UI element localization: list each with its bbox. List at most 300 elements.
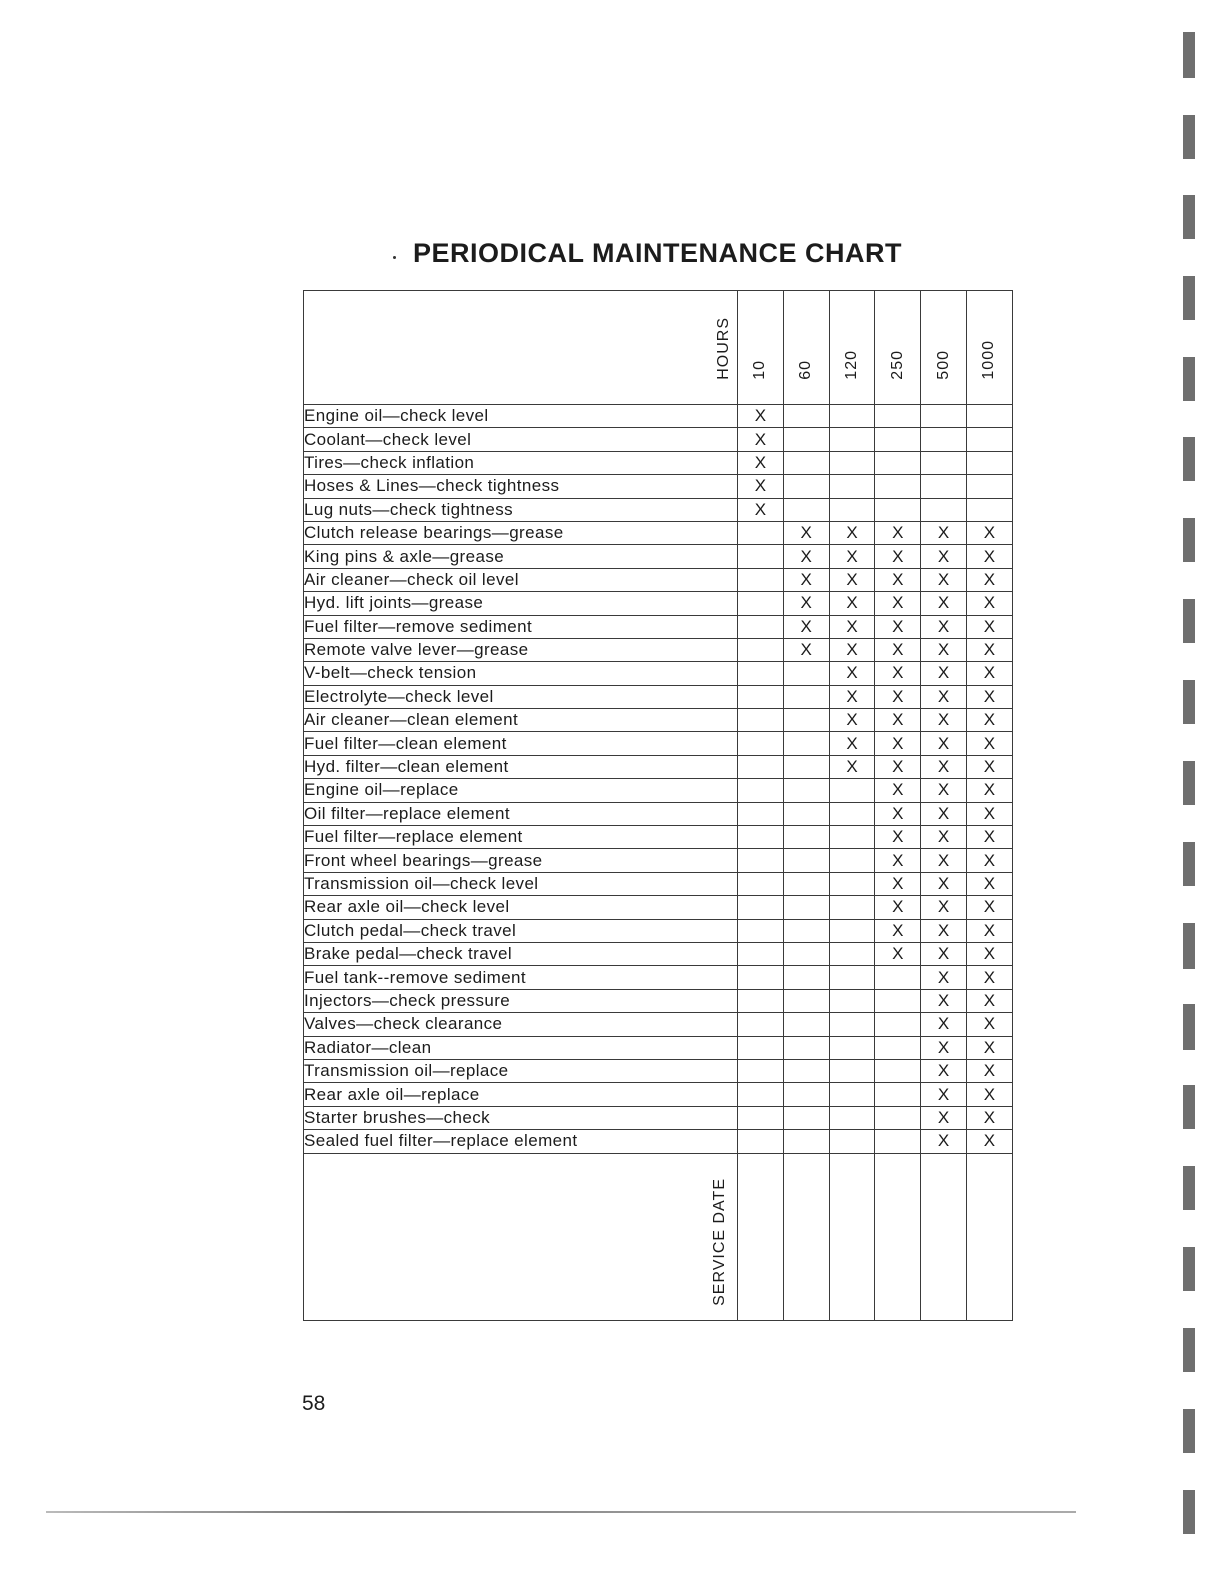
interval-mark: X xyxy=(921,1083,967,1106)
interval-mark: X xyxy=(966,615,1012,638)
hours-header-cell xyxy=(304,291,738,405)
empty-interval-cell xyxy=(875,451,921,474)
table-row xyxy=(304,779,1013,802)
interval-mark: X xyxy=(875,709,921,732)
interval-label: 250 xyxy=(888,350,906,380)
scan-edge-mark xyxy=(1183,923,1195,969)
task-name: Radiator—clean xyxy=(304,1036,738,1059)
empty-interval-cell xyxy=(875,1083,921,1106)
scan-edge-mark xyxy=(1183,680,1195,724)
empty-interval-cell xyxy=(875,475,921,498)
task-name: Front wheel bearings—grease xyxy=(304,849,738,872)
interval-mark: X xyxy=(829,662,875,685)
empty-interval-cell xyxy=(921,475,967,498)
table-row xyxy=(304,405,1013,428)
interval-mark: X xyxy=(875,662,921,685)
scan-edge-mark xyxy=(1183,195,1195,239)
empty-interval-cell xyxy=(875,1130,921,1153)
interval-mark: X xyxy=(738,451,784,474)
scan-edge-mark xyxy=(1183,32,1195,78)
interval-mark: X xyxy=(875,942,921,965)
interval-mark: X xyxy=(921,849,967,872)
empty-interval-cell xyxy=(738,592,784,615)
interval-mark: X xyxy=(875,849,921,872)
empty-interval-cell xyxy=(783,1130,829,1153)
interval-mark: X xyxy=(829,545,875,568)
scan-edge-mark xyxy=(1183,1085,1195,1129)
table-row xyxy=(304,638,1013,661)
interval-mark: X xyxy=(966,685,1012,708)
interval-header xyxy=(966,291,1012,405)
interval-mark: X xyxy=(875,919,921,942)
interval-mark: X xyxy=(921,1130,967,1153)
table-row xyxy=(304,709,1013,732)
interval-mark: X xyxy=(921,709,967,732)
empty-interval-cell xyxy=(783,405,829,428)
interval-mark: X xyxy=(921,662,967,685)
page-title: PERIODICAL MAINTENANCE CHART xyxy=(412,238,902,268)
empty-interval-cell xyxy=(966,451,1012,474)
interval-mark: X xyxy=(966,942,1012,965)
empty-interval-cell xyxy=(738,872,784,895)
empty-interval-cell xyxy=(966,428,1012,451)
interval-mark: X xyxy=(875,592,921,615)
empty-interval-cell xyxy=(783,755,829,778)
interval-mark: X xyxy=(921,872,967,895)
empty-interval-cell xyxy=(783,942,829,965)
interval-mark: X xyxy=(966,662,1012,685)
empty-interval-cell xyxy=(738,755,784,778)
interval-mark: X xyxy=(875,568,921,591)
service-date-cell[interactable] xyxy=(738,1153,784,1320)
scan-edge-mark xyxy=(1183,357,1195,401)
interval-mark: X xyxy=(966,826,1012,849)
empty-interval-cell xyxy=(829,428,875,451)
interval-mark: X xyxy=(966,896,1012,919)
empty-interval-cell xyxy=(738,1036,784,1059)
empty-interval-cell xyxy=(783,732,829,755)
empty-interval-cell xyxy=(783,989,829,1012)
empty-interval-cell xyxy=(783,826,829,849)
task-name: Fuel tank--remove sediment xyxy=(304,966,738,989)
empty-interval-cell xyxy=(783,685,829,708)
interval-mark: X xyxy=(783,521,829,544)
empty-interval-cell xyxy=(783,1106,829,1129)
service-date-cell[interactable] xyxy=(783,1153,829,1320)
task-name: Transmission oil—replace xyxy=(304,1059,738,1082)
empty-interval-cell xyxy=(738,896,784,919)
interval-mark: X xyxy=(966,1130,1012,1153)
interval-mark: X xyxy=(829,685,875,708)
table-row xyxy=(304,849,1013,872)
interval-mark: X xyxy=(966,755,1012,778)
empty-interval-cell xyxy=(829,896,875,919)
empty-interval-cell xyxy=(738,662,784,685)
interval-mark: X xyxy=(921,615,967,638)
empty-interval-cell xyxy=(829,405,875,428)
empty-interval-cell xyxy=(875,428,921,451)
empty-interval-cell xyxy=(875,1106,921,1129)
interval-mark: X xyxy=(921,1013,967,1036)
interval-mark: X xyxy=(966,638,1012,661)
table-row xyxy=(304,802,1013,825)
interval-mark: X xyxy=(829,592,875,615)
interval-header xyxy=(829,291,875,405)
table-row xyxy=(304,451,1013,474)
interval-header xyxy=(875,291,921,405)
interval-mark: X xyxy=(966,989,1012,1012)
interval-mark: X xyxy=(966,1059,1012,1082)
interval-mark: X xyxy=(875,638,921,661)
table-row xyxy=(304,896,1013,919)
interval-mark: X xyxy=(921,802,967,825)
task-name: Rear axle oil—check level xyxy=(304,896,738,919)
empty-interval-cell xyxy=(783,1059,829,1082)
scan-edge-mark xyxy=(1183,1004,1195,1050)
scan-edge-mark xyxy=(1183,115,1195,159)
table-row xyxy=(304,615,1013,638)
empty-interval-cell xyxy=(875,1013,921,1036)
empty-interval-cell xyxy=(966,405,1012,428)
table-row xyxy=(304,989,1013,1012)
empty-interval-cell xyxy=(738,849,784,872)
interval-mark: X xyxy=(921,826,967,849)
interval-mark: X xyxy=(921,755,967,778)
task-name: Engine oil—replace xyxy=(304,779,738,802)
scan-edge-mark xyxy=(1183,1409,1195,1453)
interval-mark: X xyxy=(966,568,1012,591)
scan-edge-mark xyxy=(1183,1247,1195,1291)
task-name: Clutch pedal—check travel xyxy=(304,919,738,942)
empty-interval-cell xyxy=(829,1036,875,1059)
empty-interval-cell xyxy=(829,498,875,521)
empty-interval-cell xyxy=(829,779,875,802)
scan-bottom-rule xyxy=(46,1511,1076,1513)
table-row xyxy=(304,475,1013,498)
interval-header xyxy=(921,291,967,405)
empty-interval-cell xyxy=(738,942,784,965)
empty-interval-cell xyxy=(738,966,784,989)
scan-edge-mark xyxy=(1183,1328,1195,1372)
empty-interval-cell xyxy=(738,685,784,708)
table-row xyxy=(304,592,1013,615)
empty-interval-cell xyxy=(829,802,875,825)
task-name: Starter brushes—check xyxy=(304,1106,738,1129)
interval-mark: X xyxy=(875,615,921,638)
task-name: Hoses & Lines—check tightness xyxy=(304,475,738,498)
task-name: Remote valve lever—grease xyxy=(304,638,738,661)
interval-label: 1000 xyxy=(980,340,998,380)
interval-mark: X xyxy=(875,521,921,544)
task-name: Fuel filter—replace element xyxy=(304,826,738,849)
empty-interval-cell xyxy=(829,989,875,1012)
table-row xyxy=(304,498,1013,521)
task-name: Clutch release bearings—grease xyxy=(304,521,738,544)
interval-mark: X xyxy=(921,966,967,989)
table-row xyxy=(304,966,1013,989)
interval-mark: X xyxy=(829,709,875,732)
table-row xyxy=(304,1036,1013,1059)
empty-interval-cell xyxy=(783,662,829,685)
scan-edge-mark xyxy=(1183,1490,1195,1534)
empty-interval-cell xyxy=(738,545,784,568)
interval-label: 60 xyxy=(797,360,815,380)
task-name: Hyd. filter—clean element xyxy=(304,755,738,778)
empty-interval-cell xyxy=(829,849,875,872)
interval-header xyxy=(783,291,829,405)
interval-mark: X xyxy=(829,568,875,591)
empty-interval-cell xyxy=(783,498,829,521)
interval-mark: X xyxy=(921,779,967,802)
empty-interval-cell xyxy=(875,1036,921,1059)
empty-interval-cell xyxy=(738,638,784,661)
service-date-cell[interactable] xyxy=(966,1153,1012,1320)
empty-interval-cell xyxy=(829,1083,875,1106)
interval-mark: X xyxy=(783,638,829,661)
empty-interval-cell xyxy=(738,1013,784,1036)
empty-interval-cell xyxy=(829,1106,875,1129)
interval-mark: X xyxy=(966,1083,1012,1106)
empty-interval-cell xyxy=(829,1130,875,1153)
task-name: Tires—check inflation xyxy=(304,451,738,474)
table-row xyxy=(304,1130,1013,1153)
interval-mark: X xyxy=(875,872,921,895)
interval-mark: X xyxy=(921,732,967,755)
interval-mark: X xyxy=(966,1013,1012,1036)
task-name: Coolant—check level xyxy=(304,428,738,451)
task-name: Brake pedal—check travel xyxy=(304,942,738,965)
empty-interval-cell xyxy=(875,989,921,1012)
empty-interval-cell xyxy=(783,1036,829,1059)
task-name: Sealed fuel filter—replace element xyxy=(304,1130,738,1153)
interval-mark: X xyxy=(921,592,967,615)
task-name: Electrolyte—check level xyxy=(304,685,738,708)
interval-mark: X xyxy=(738,475,784,498)
interval-mark: X xyxy=(966,919,1012,942)
empty-interval-cell xyxy=(829,1059,875,1082)
interval-header xyxy=(738,291,784,405)
empty-interval-cell xyxy=(783,428,829,451)
table-row xyxy=(304,662,1013,685)
table-row xyxy=(304,1083,1013,1106)
maintenance-table xyxy=(303,290,1013,1321)
interval-mark: X xyxy=(966,521,1012,544)
empty-interval-cell xyxy=(921,428,967,451)
empty-interval-cell xyxy=(829,1013,875,1036)
empty-interval-cell xyxy=(738,802,784,825)
task-name: Fuel filter—clean element xyxy=(304,732,738,755)
table-row xyxy=(304,872,1013,895)
interval-mark: X xyxy=(921,521,967,544)
interval-mark: X xyxy=(875,896,921,919)
empty-interval-cell xyxy=(738,826,784,849)
interval-mark: X xyxy=(921,568,967,591)
empty-interval-cell xyxy=(829,451,875,474)
scan-edge-mark xyxy=(1183,1166,1195,1210)
empty-interval-cell xyxy=(966,475,1012,498)
hours-header-row xyxy=(304,291,1013,405)
task-name: Rear axle oil—replace xyxy=(304,1083,738,1106)
task-name: Lug nuts—check tightness xyxy=(304,498,738,521)
task-name: Hyd. lift joints—grease xyxy=(304,592,738,615)
task-name: Air cleaner—check oil level xyxy=(304,568,738,591)
scan-edge-mark xyxy=(1183,276,1195,320)
empty-interval-cell xyxy=(783,966,829,989)
table-row xyxy=(304,1106,1013,1129)
table-row xyxy=(304,545,1013,568)
empty-interval-cell xyxy=(921,405,967,428)
empty-interval-cell xyxy=(738,521,784,544)
interval-mark: X xyxy=(875,779,921,802)
table-row xyxy=(304,428,1013,451)
empty-interval-cell xyxy=(783,849,829,872)
table-row xyxy=(304,1059,1013,1082)
task-name: Air cleaner—clean element xyxy=(304,709,738,732)
table-row xyxy=(304,568,1013,591)
interval-mark: X xyxy=(875,755,921,778)
service-date-cell[interactable] xyxy=(921,1153,967,1320)
interval-mark: X xyxy=(829,732,875,755)
interval-mark: X xyxy=(875,802,921,825)
empty-interval-cell xyxy=(783,451,829,474)
interval-mark: X xyxy=(921,896,967,919)
table-row xyxy=(304,1013,1013,1036)
empty-interval-cell xyxy=(783,802,829,825)
table-row xyxy=(304,755,1013,778)
interval-mark: X xyxy=(829,755,875,778)
table-row xyxy=(304,826,1013,849)
scan-edge-mark xyxy=(1183,761,1195,805)
empty-interval-cell xyxy=(783,709,829,732)
interval-mark: X xyxy=(921,989,967,1012)
interval-mark: X xyxy=(921,919,967,942)
table-row xyxy=(304,685,1013,708)
service-date-header-cell xyxy=(304,1153,738,1320)
interval-mark: X xyxy=(966,872,1012,895)
empty-interval-cell xyxy=(921,498,967,521)
hours-label: HOURS xyxy=(715,317,732,380)
empty-interval-cell xyxy=(738,1059,784,1082)
empty-interval-cell xyxy=(829,966,875,989)
empty-interval-cell xyxy=(783,475,829,498)
interval-mark: X xyxy=(966,1036,1012,1059)
interval-mark: X xyxy=(966,1106,1012,1129)
interval-mark: X xyxy=(921,942,967,965)
empty-interval-cell xyxy=(921,451,967,474)
interval-label: 120 xyxy=(842,350,860,380)
empty-interval-cell xyxy=(829,826,875,849)
interval-mark: X xyxy=(921,638,967,661)
empty-interval-cell xyxy=(738,615,784,638)
task-name: Transmission oil—check level xyxy=(304,872,738,895)
empty-interval-cell xyxy=(875,1059,921,1082)
interval-mark: X xyxy=(966,779,1012,802)
table-row xyxy=(304,732,1013,755)
interval-mark: X xyxy=(921,685,967,708)
task-name: Oil filter—replace element xyxy=(304,802,738,825)
empty-interval-cell xyxy=(875,966,921,989)
interval-mark: X xyxy=(921,1106,967,1129)
task-name: Engine oil—check level xyxy=(304,405,738,428)
empty-interval-cell xyxy=(829,475,875,498)
interval-mark: X xyxy=(966,732,1012,755)
interval-mark: X xyxy=(921,1059,967,1082)
interval-mark: X xyxy=(829,638,875,661)
empty-interval-cell xyxy=(829,942,875,965)
table-row xyxy=(304,521,1013,544)
interval-mark: X xyxy=(875,545,921,568)
interval-mark: X xyxy=(738,498,784,521)
scan-edge-mark xyxy=(1183,599,1195,643)
scan-edge-mark xyxy=(1183,842,1195,886)
empty-interval-cell xyxy=(738,709,784,732)
task-name: Injectors—check pressure xyxy=(304,989,738,1012)
interval-mark: X xyxy=(921,1036,967,1059)
empty-interval-cell xyxy=(738,1130,784,1153)
interval-mark: X xyxy=(829,521,875,544)
empty-interval-cell xyxy=(783,872,829,895)
empty-interval-cell xyxy=(783,1083,829,1106)
service-date-cell[interactable] xyxy=(875,1153,921,1320)
interval-mark: X xyxy=(966,709,1012,732)
interval-mark: X xyxy=(783,568,829,591)
scan-edge-mark xyxy=(1183,437,1195,481)
empty-interval-cell xyxy=(738,989,784,1012)
interval-label: 10 xyxy=(751,360,769,380)
empty-interval-cell xyxy=(875,498,921,521)
interval-mark: X xyxy=(875,732,921,755)
service-date-cell[interactable] xyxy=(829,1153,875,1320)
interval-mark: X xyxy=(829,615,875,638)
task-name: V-belt—check tension xyxy=(304,662,738,685)
empty-interval-cell xyxy=(966,498,1012,521)
table-row xyxy=(304,942,1013,965)
page-number: 58 xyxy=(302,1392,326,1415)
table-row xyxy=(304,919,1013,942)
task-list xyxy=(304,405,1013,1154)
task-name: Valves—check clearance xyxy=(304,1013,738,1036)
empty-interval-cell xyxy=(738,732,784,755)
interval-mark: X xyxy=(783,545,829,568)
empty-interval-cell xyxy=(783,1013,829,1036)
interval-mark: X xyxy=(738,405,784,428)
empty-interval-cell xyxy=(875,405,921,428)
interval-mark: X xyxy=(966,802,1012,825)
task-name: Fuel filter—remove sediment xyxy=(304,615,738,638)
empty-interval-cell xyxy=(738,1106,784,1129)
service-date-row xyxy=(304,1153,1013,1320)
task-name: King pins & axle—grease xyxy=(304,545,738,568)
interval-mark: X xyxy=(875,685,921,708)
service-date-label: SERVICE DATE xyxy=(711,1177,728,1306)
empty-interval-cell xyxy=(738,919,784,942)
empty-interval-cell xyxy=(738,1083,784,1106)
interval-mark: X xyxy=(783,615,829,638)
interval-mark: X xyxy=(738,428,784,451)
interval-mark: X xyxy=(875,826,921,849)
interval-mark: X xyxy=(783,592,829,615)
interval-mark: X xyxy=(966,545,1012,568)
empty-interval-cell xyxy=(783,919,829,942)
empty-interval-cell xyxy=(783,779,829,802)
empty-interval-cell xyxy=(738,568,784,591)
interval-label: 500 xyxy=(934,350,952,380)
interval-mark: X xyxy=(921,545,967,568)
empty-interval-cell xyxy=(829,919,875,942)
interval-mark: X xyxy=(966,849,1012,872)
empty-interval-cell xyxy=(738,779,784,802)
interval-mark: X xyxy=(966,966,1012,989)
